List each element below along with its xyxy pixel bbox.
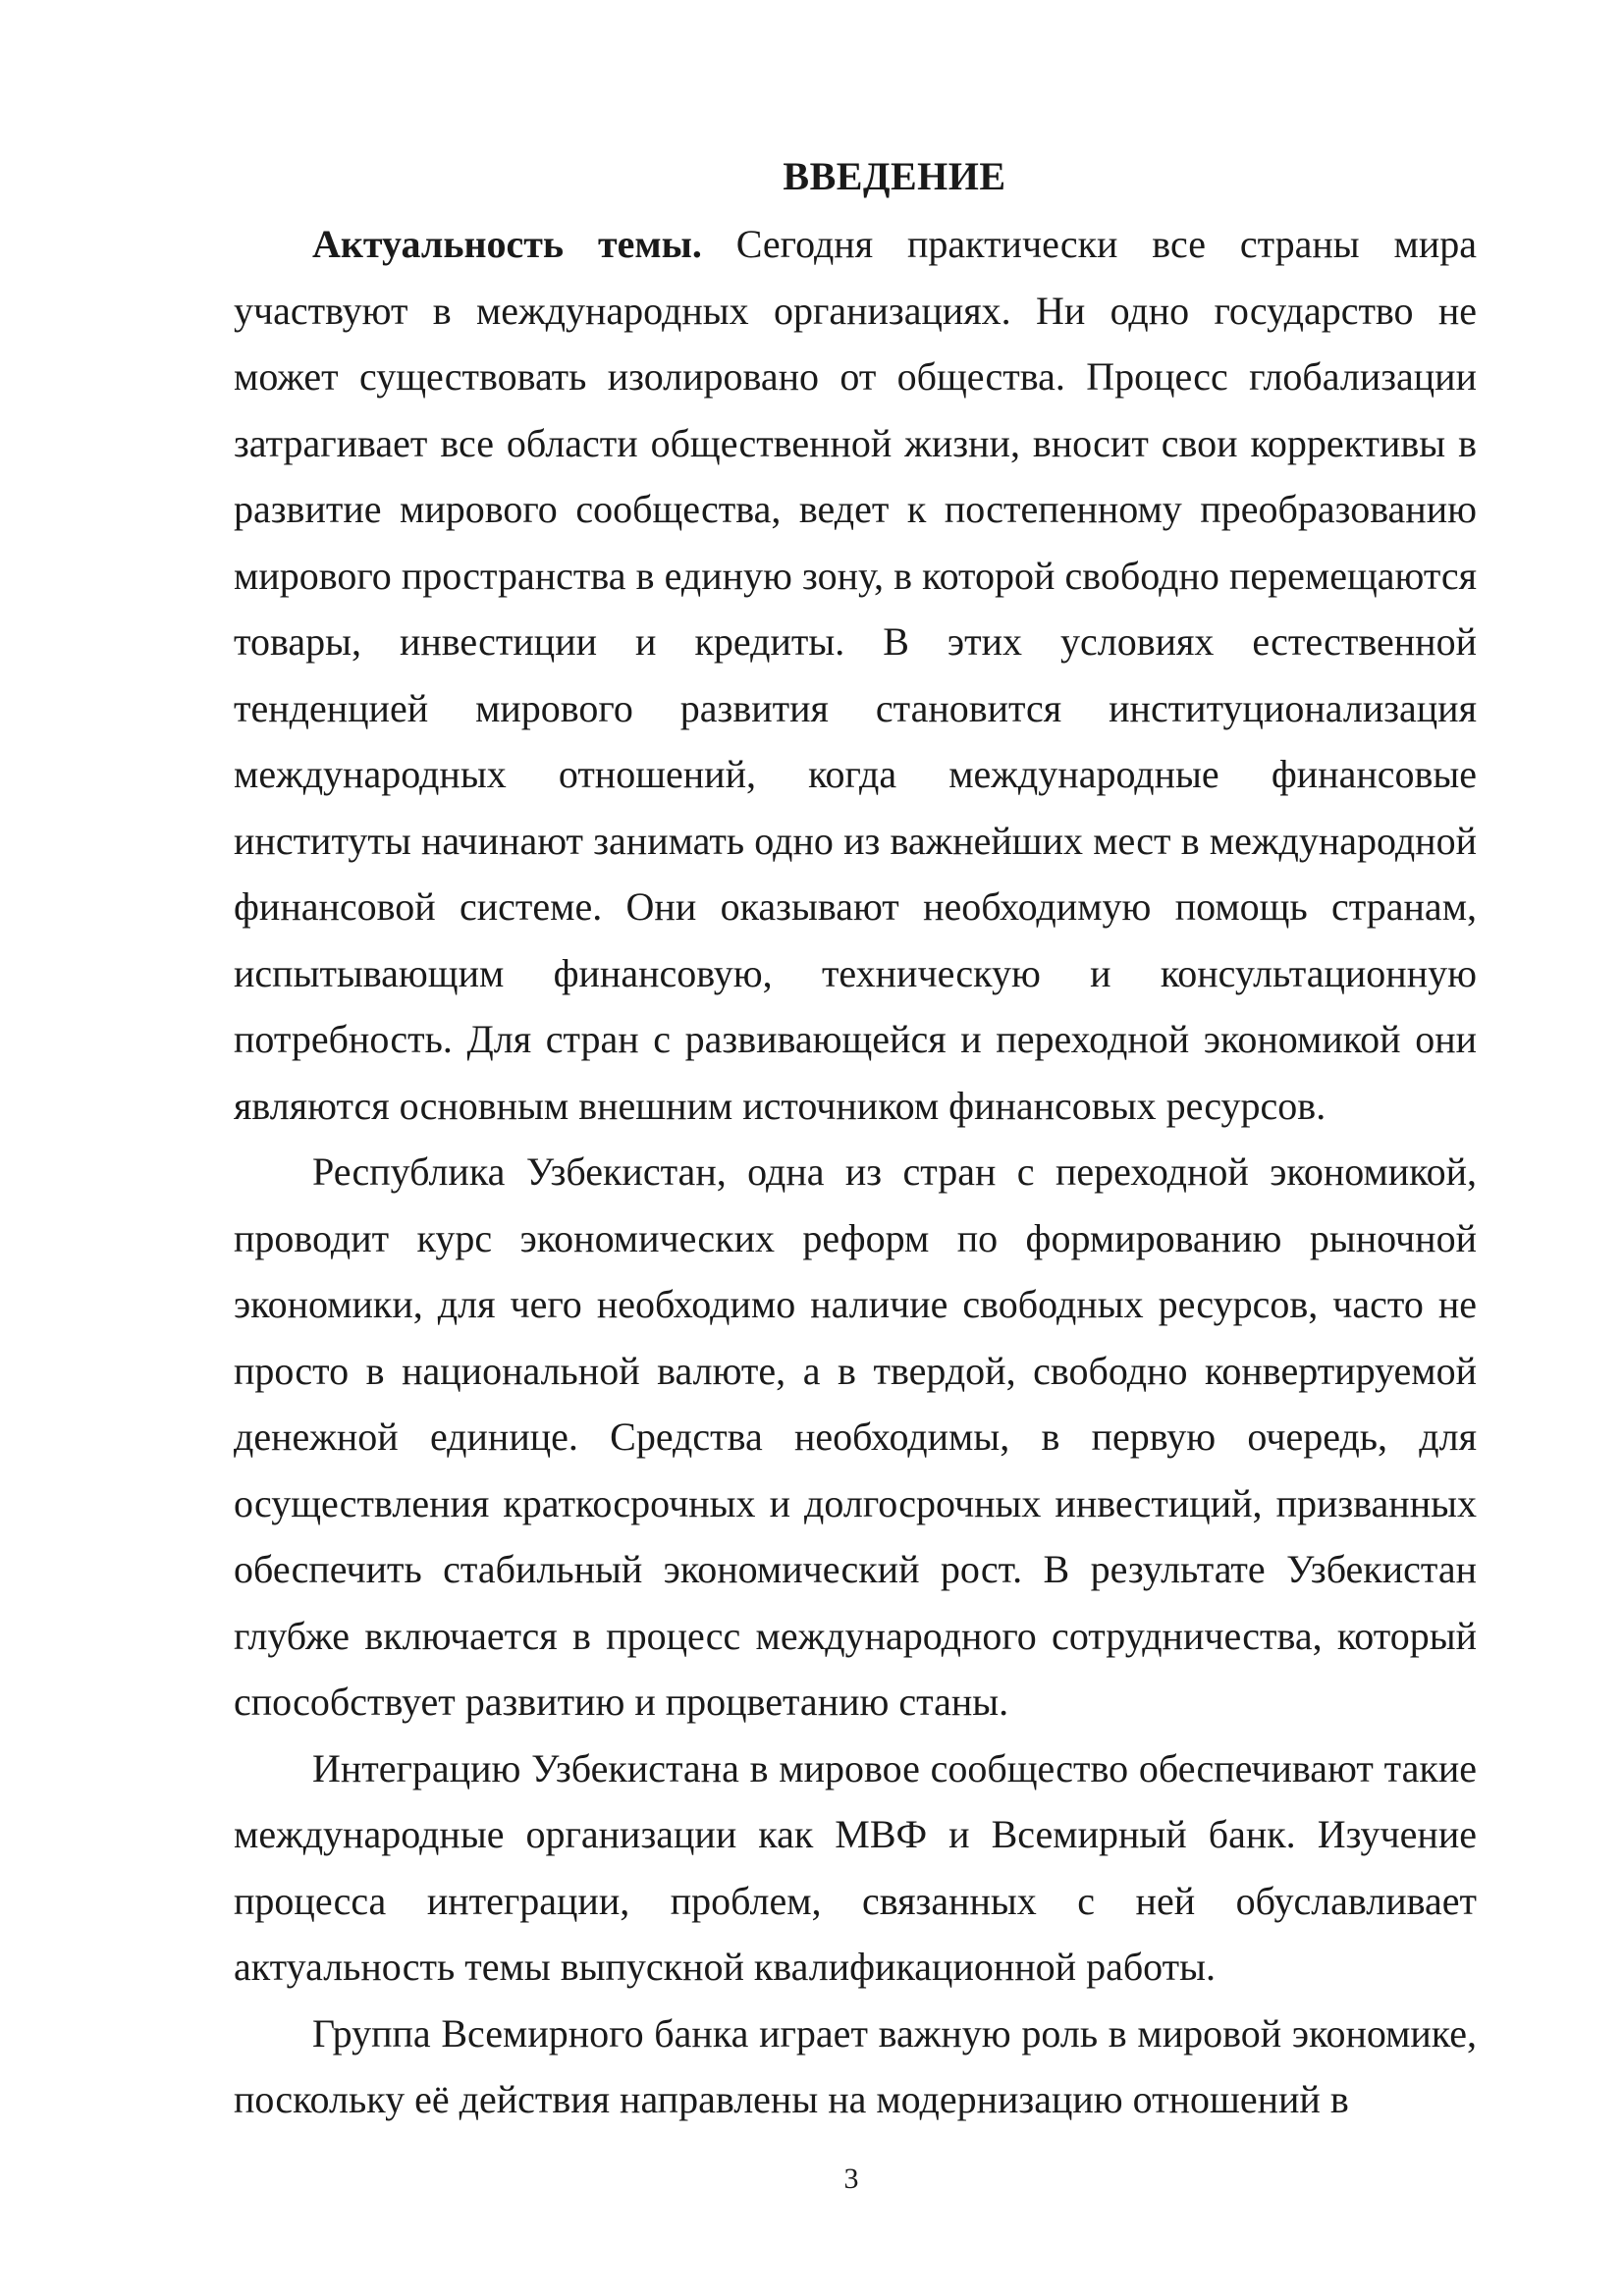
paragraph-uzbekistan-reforms: Республика Узбекистан, одна из стран с переходной экономикой, проводит курс экономических реформ по формированию рыночной экономики, для чего необходимо наличие свободных ресурсов, часто не просто в национальной валюте, а в твердой, свободно конвертируемой денежной единице. Средства необходимы, в первую очередь, для осуществления краткосрочных и долгосрочных инвестиций, призванных обеспечить стабильный экономический рост. В результате Узбекистан глубже включается в процесс международного сотрудничества, который способствует развитию и процветанию станы. <box>234 1149 1477 1724</box>
paragraph-relevance <box>234 211 1477 1139</box>
paragraph-integration: Интеграцию Узбекистана в мировое сообщество обеспечивают такие международные организации как МВФ и Всемирный банк. Изучение процесса интеграции, проблем, связанных с ней обуславливает актуальность темы выпускной квалификационной работы. <box>234 1745 1477 1989</box>
paragraph-world-bank: Группа Всемирного банка играет важную роль в мировой экономике, поскольку её действия направлены на модернизацию отношений в <box>234 2010 1477 2121</box>
page-number: 3 <box>843 2163 859 2195</box>
section-heading: ВВЕДЕНИЕ <box>783 154 1006 198</box>
paragraph-text: Сегодня практически все страны мира участвуют в международных организациях. Ни одно государство не может существовать изолировано от общества. Процесс глобализации затрагивает все области общественной жизни, вносит свои коррективы в развитие мирового сообщества, ведет к постепенному преобразованию мирового пространства в единую зону, в которой свободно перемещаются товары, инвестиции и кредиты. В этих условиях естественной тенденцией мирового развития становится институционализация международных отношений, когда международные финансовые институты начинают занимать одно из важнейших мест в международной финансовой системе. Они оказывают необходимую помощь странам, испытывающим финансовую, техническую и консультационную потребность. Для стран с развивающейся и переходной экономикой они являются основным внешним источником финансовых ресурсов. <box>234 222 1477 1128</box>
paragraph-lead: Актуальность темы. <box>312 222 702 266</box>
body-text <box>234 211 1477 2133</box>
